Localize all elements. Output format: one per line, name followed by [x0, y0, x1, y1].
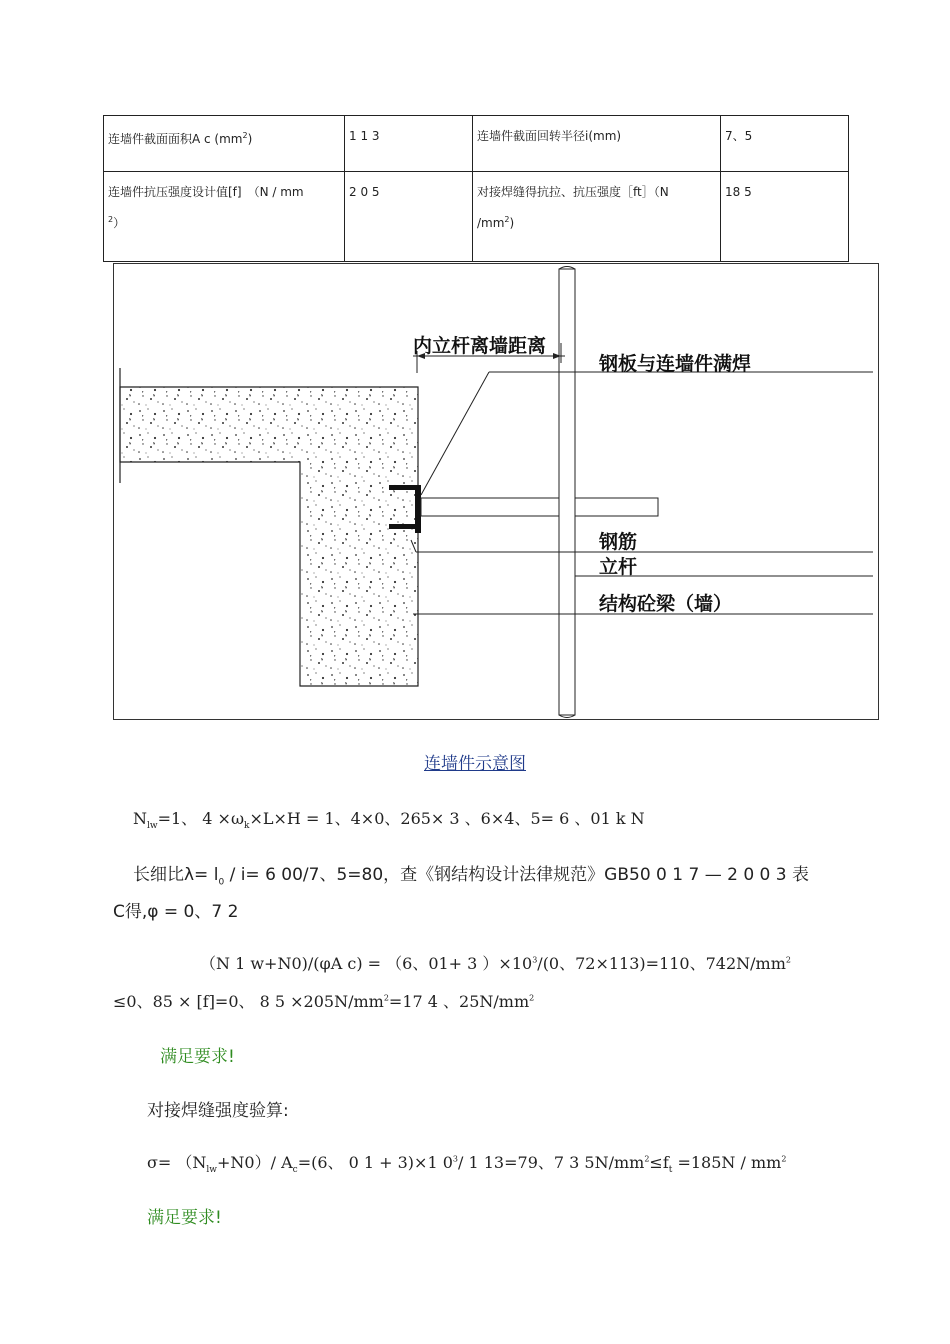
diagram-frame: [114, 264, 879, 720]
cell-radius-label: 连墙件截面回转半径i(mm): [473, 116, 721, 172]
cell-area-label: 连墙件截面面积A c $(mm^2)$: [104, 116, 345, 172]
weld-check-title: 对接焊缝强度验算:: [147, 1101, 289, 1121]
stress-formula-2: ≤0、85 × [f]=0、 8 $5 \times 205N/mm^2=17$ 4 、$25N/mm^2$: [113, 992, 535, 1011]
cell-strength-value: 2 0 5: [345, 172, 473, 262]
cell-strength-label: 连墙件抗压强度设计值[f] （N / mm $^2$）: [104, 172, 345, 262]
cell-radius-value: 7、5: [721, 116, 849, 172]
diagram-caption[interactable]: 连墙件示意图: [424, 754, 526, 774]
label-rebar: 钢筋: [599, 531, 638, 553]
cell-weld-label: 对接焊缝得抗拉、抗压强度［ft］（N $/mm^2$): [473, 172, 721, 262]
weld-formula: $\sigma= (N_{lw}+N0)/$ $A_c=(6$、 0 1 + 3)×1 $0^3/$ 1 13=79、7 3 $5N/mm^2\le f_t =185N / mm^2$: [147, 1153, 787, 1176]
label-beam: 结构砼梁（墙）: [599, 593, 733, 615]
cell-area-value: 1 1 3: [345, 116, 473, 172]
label-distance: 内立杆离墙距离: [413, 335, 547, 357]
wall-tie-diagram: [113, 263, 880, 722]
slenderness-line-2: C得,φ = 0、7 2: [113, 902, 239, 922]
result-ok-2: 满足要求!: [147, 1208, 222, 1228]
parameter-table: [103, 115, 849, 262]
result-ok-1: 满足要求!: [160, 1047, 235, 1067]
label-pole: 立杆: [599, 556, 638, 578]
slenderness-line-1: 长细比$\lambda= l_0 / i= 6$ 00/7、5=80，查《钢结构设计法律规范》GB50 0 1 7 — 2 0 0 3 表: [133, 865, 809, 888]
stress-formula-1: （N 1 w+N0)/(φA c) = （6、01+ 3 ）$\times 10^3/(0$、72×113)=110、$742N/mm^2$: [200, 954, 791, 973]
vertical-pole: [559, 269, 575, 715]
cell-weld-value: 18 5: [721, 172, 849, 262]
label-weld: 钢板与连墙件满焊: [599, 353, 752, 375]
formula-nlw: $N_{lw}=1$、 $4 \times\omega_k\times L\times H = 1$、4×0、265× 3 、6×4、5= 6 、01 k N: [133, 809, 645, 832]
